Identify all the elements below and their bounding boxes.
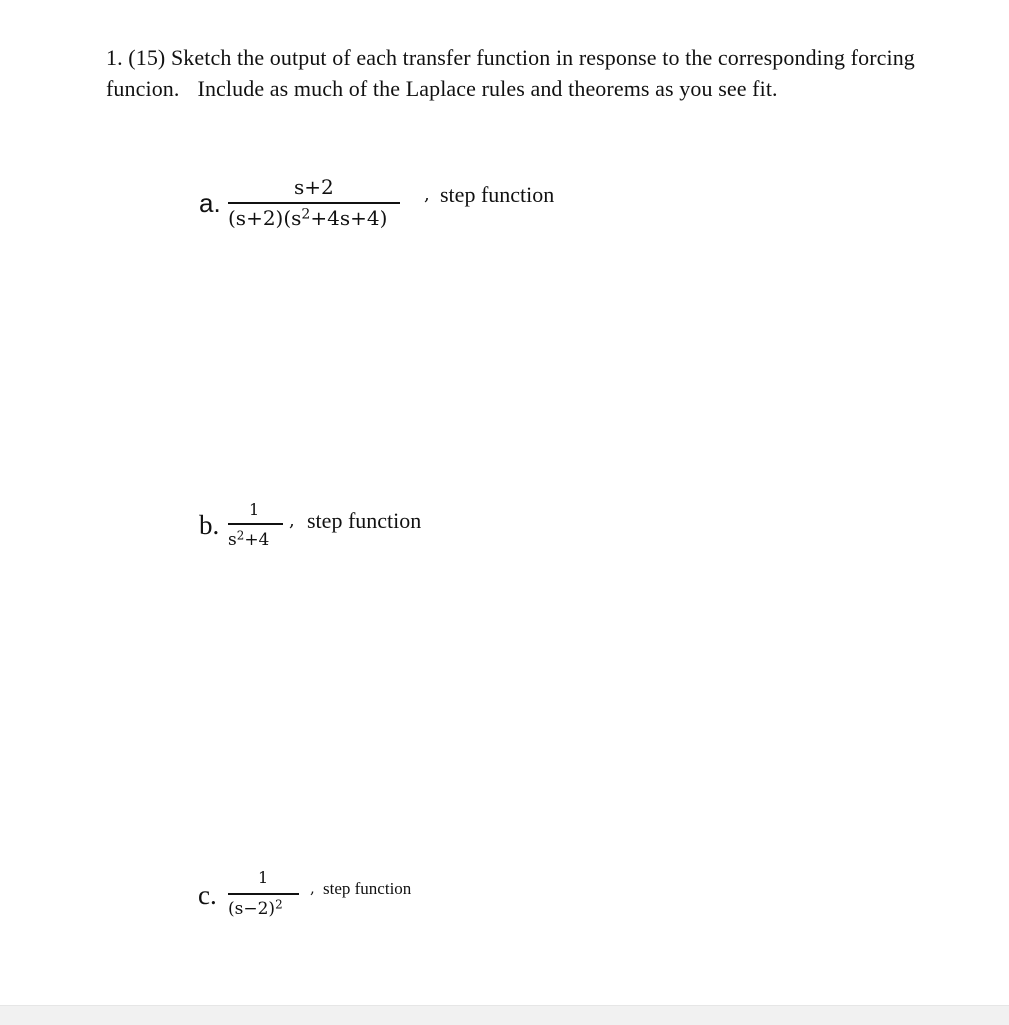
part-b-numerator: 1 bbox=[249, 500, 260, 519]
part-b-fraction-bar bbox=[228, 523, 283, 525]
part-a-separator: , bbox=[424, 184, 430, 205]
question-line-1: 1. (15) Sketch the output of each transfer function in response to the corresponding forcing bbox=[106, 45, 915, 70]
part-c-separator: , bbox=[310, 879, 315, 897]
part-c-numerator: 1 bbox=[258, 868, 269, 887]
part-c-label: c. bbox=[198, 880, 217, 910]
part-b-label: b. bbox=[199, 510, 220, 540]
part-c-denominator: $(s-2)^2$ bbox=[228, 897, 283, 919]
part-c-fraction-bar bbox=[228, 893, 299, 895]
question-line-2-start: funcion. bbox=[106, 76, 180, 101]
part-b-forcing: step function bbox=[307, 508, 422, 533]
part-b-denominator: $s^2+4$ bbox=[228, 528, 270, 550]
part-a-forcing: step function bbox=[440, 182, 555, 207]
question-line-2 bbox=[106, 76, 778, 102]
part-a-numerator: s+2 bbox=[294, 175, 334, 199]
part-a-label: a. bbox=[199, 188, 221, 218]
part-c-forcing: step function bbox=[323, 879, 412, 898]
question-line-2-rest: Include as much of the Laplace rules and theorems as you see fit. bbox=[197, 76, 778, 101]
part-a-fraction-bar bbox=[228, 202, 400, 204]
part-b-separator: , bbox=[289, 510, 295, 531]
viewer-bottom-strip bbox=[0, 1005, 1009, 1025]
part-a-denominator: $(s+2)(s^2+4s+4)$ bbox=[228, 206, 388, 230]
